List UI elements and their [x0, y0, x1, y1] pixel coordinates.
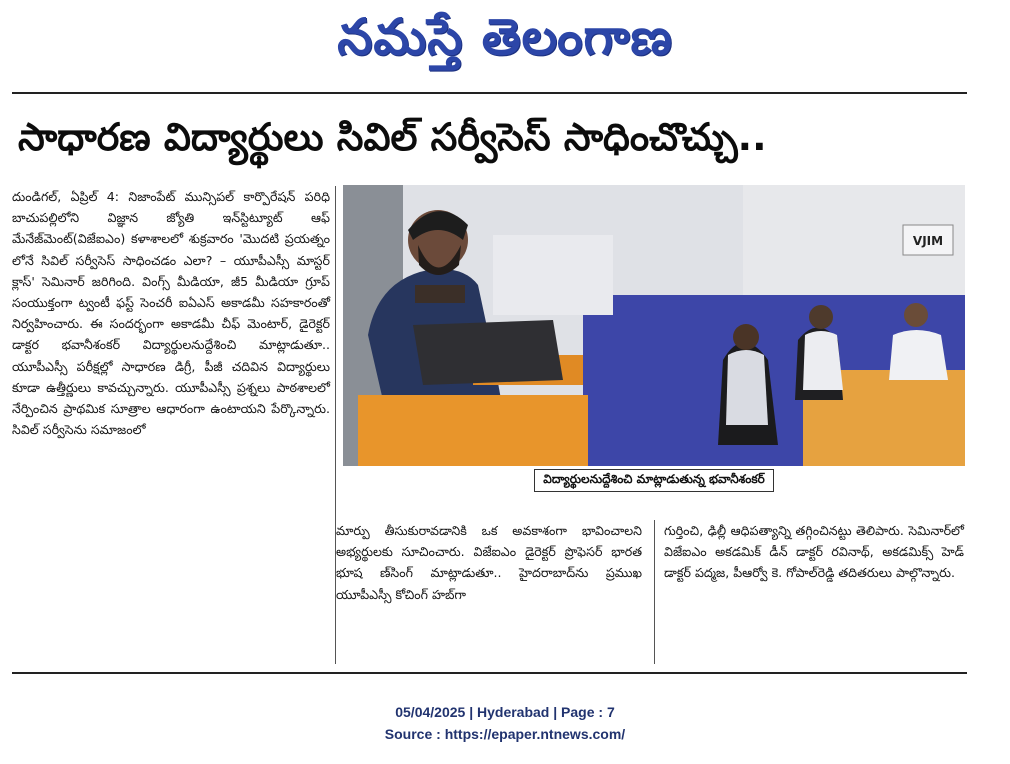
bottom-divider — [12, 672, 967, 674]
article-column-3 — [664, 520, 964, 660]
article-text-col3: గుర్తించి, ఢిల్లీ ఆధిపత్యాన్ని తగ్గించినట్టు తెలిపారు. సెమినార్‌లో విజేఐఎం అకడమిక్ డీన్ డాక్టర్ రవినాథ్, అకడమిక్స్ హెడ్ డాక్టర్ పద్మజ, పీఆర్వో కె. గోపాల్‌రెడ్డి తదితరులు పాల్గొన్నారు. — [664, 523, 964, 581]
masthead-title: నమస్తే తెలంగాణ — [337, 8, 673, 66]
article-photo — [343, 185, 965, 466]
edition-info: 05/04/2025 | Hyderabad | Page : 7 — [395, 704, 615, 720]
top-divider — [12, 92, 967, 94]
article-text-col2: మార్పు తీసుకురావడానికి ఒక అవకాశంగా భావించాలని అభ్యర్థులకు సూచించారు. విజేఐఎం డైరెక్టర్ ప్రొఫెసర్ భారత భూష ణ్‌సింగ్ మాట్లాడుతూ.. హైదరాబాద్‌ను ప్రముఖ యూపీఎస్సీ కోచింగ్ హబ్‌గా — [336, 523, 642, 602]
source-link[interactable]: Source : https://epaper.ntnews.com/ — [384, 726, 626, 742]
article-column-1 — [12, 186, 330, 656]
photo-caption-text: విద్యార్థులనుద్దేశించి మాట్లాడుతున్న భవానీశంకర్ — [534, 469, 773, 492]
article-text-col1: దుండిగల్, ఏప్రిల్ 4: నిజాంపేట్ మున్సిపల్ కార్పొరేషన్ పరిధి బాచుపల్లిలోని విజ్ఞాన జ్యోతి ఇన్‌స్టిట్యూట్ ఆఫ్ మేనేజ్‌మెంట్(విజేఐఎం) కళాశాలలో శుక్రవారం 'మొదటి ప్రయత్నం లోనే సివిల్ సర్వీసెస్ సాధించడం ఎలా? – యూపీఎస్సీ మాస్టర్ క్లాస్' సెమినార్ జరిగింది. వింగ్స్ మీడియా, జీ5 మీడియా గ్రూప్ సంయుక్తంగా ట్వంటీ ఫస్ట్ సెంచరీ ఐఏఎస్ అకాడమీ సహకారంతో నిర్వహించారు. ఈ సందర్భంగా అకాడమీ చీఫ్ మెంటార్, డైరెక్టర్ డాక్టర భవానీశంకర్ విద్యార్థులనుద్దేశించి మాట్లాడుతూ.. యూపీఎస్సీ పరీక్షల్లో సాధారణ డిగ్రీ, పీజీ చదివిన విద్యార్థులు కూడా ఉత్తీర్ణులు కావచ్చున్నారు. యూపీఎస్సీ ప్రశ్నలు పాఠశాలలో నేర్పించిన ప్రాథమిక సూత్రాల ఆధారంగా ఉంటాయని పేర్కొన్నారు. సివిల్ సర్వీసెను సమాజంలో — [12, 189, 330, 438]
seminar-photo-illustration — [343, 185, 965, 466]
newspaper-masthead — [300, 2, 710, 72]
photo-caption — [343, 468, 965, 492]
article-column-2 — [336, 520, 642, 660]
column-divider — [654, 520, 655, 664]
article-headline: సాధారణ విద్యార్థులు సివిల్ సర్వీసెస్ సాధించొచ్చు.. — [18, 115, 767, 159]
vjim-sign: VJIM — [912, 234, 944, 248]
